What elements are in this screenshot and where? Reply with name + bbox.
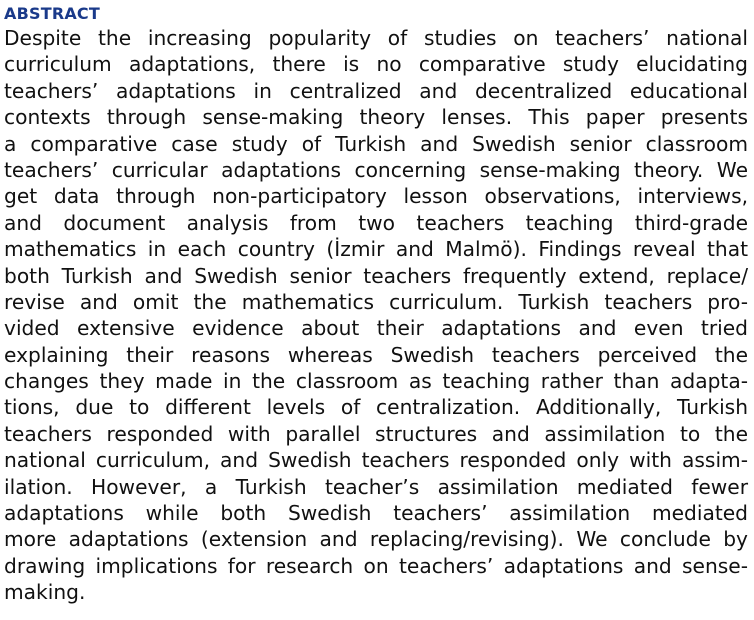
abstract-line: and document analysis from two teachers teaching third-grade (4, 210, 748, 235)
abstract-line: curriculum adaptations, there is no comparative study elucidating (4, 52, 748, 77)
abstract-line: Despite the increasing popularity of studies on teachers’ national (4, 26, 748, 50)
abstract-line: tions, due to different levels of centralization. Additionally, Turkish (4, 395, 748, 420)
abstract-section (4, 3, 748, 606)
abstract-line: vided extensive evidence about their adaptations and even tried (4, 316, 748, 341)
abstract-line: contexts through sense-making theory lenses. This paper presents (4, 105, 748, 130)
abstract-line: explaining their reasons whereas Swedish teachers perceived the (4, 342, 748, 367)
abstract-line: revise and omit the mathematics curriculum. Turkish teachers pro- (4, 289, 748, 314)
abstract-line: teachers’ curricular adaptations concerning sense-making theory. We (4, 157, 748, 182)
abstract-line: both Turkish and Swedish senior teachers frequently extend, replace/ (4, 263, 748, 288)
abstract-line: making. (4, 580, 86, 605)
abstract-line: ilation. However, a Turkish teacher’s assimilation mediated fewer (4, 474, 748, 499)
abstract-line: teachers’ adaptations in centralized and decentralized educational (4, 78, 748, 103)
abstract-body (4, 25, 748, 606)
abstract-line: changes they made in the classroom as teaching rather than adapta- (4, 369, 748, 394)
abstract-line: drawing implications for research on teachers’ adaptations and sense- (4, 553, 748, 578)
abstract-line: adaptations while both Swedish teachers’ assimilation mediated (4, 501, 748, 526)
abstract-line: teachers responded with parallel structures and assimilation to the (4, 421, 748, 446)
abstract-line: mathematics in each country (İzmir and Malmö). Findings reveal that (4, 237, 748, 262)
abstract-line: a comparative case study of Turkish and Swedish senior classroom (4, 131, 748, 156)
abstract-line: national curriculum, and Swedish teachers responded only with assim- (4, 448, 748, 473)
abstract-heading: ABSTRACT (4, 4, 100, 23)
abstract-line: get data through non-participatory lesson observations, interviews, (4, 184, 748, 209)
abstract-line: more adaptations (extension and replacing/revising). We conclude by (4, 527, 748, 552)
